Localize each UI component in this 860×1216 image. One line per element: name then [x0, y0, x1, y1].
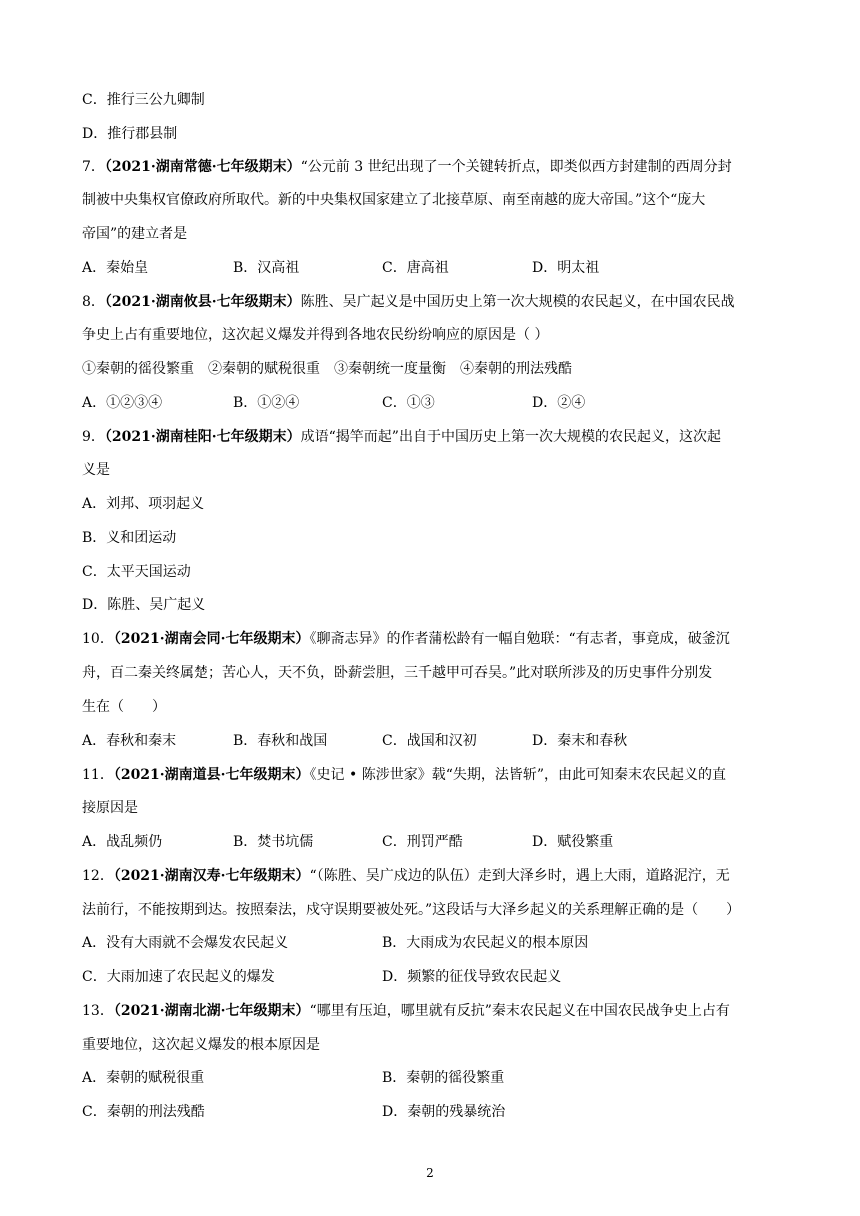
- q12-option-d: D．频繁的征伐导致农民起义: [382, 969, 562, 985]
- q9-number: 9．: [82, 429, 105, 445]
- q12-source: （2021·湖南汉寿·七年级期末）: [113, 868, 310, 884]
- q13-stem-line2: 重要地位，这次起义爆发的根本原因是: [82, 1037, 320, 1053]
- q7-option-b: B．汉高祖: [233, 260, 300, 276]
- q8-option-b: B．①②④: [233, 395, 300, 411]
- q13-option-c: C．秦朝的刑法残酷: [82, 1104, 205, 1120]
- q10-option-a: A．春秋和秦末: [82, 733, 177, 749]
- q9-option-d: D．陈胜、吴广起义: [82, 597, 206, 613]
- q9-text-1: 成语“揭竿而起”出自于中国历史上第一次大规模的农民起义，这次起: [300, 429, 721, 445]
- q9-option-a: A．刘邦、项羽起义: [82, 496, 205, 512]
- q11-option-b: B．焚书坑儒: [233, 834, 314, 850]
- q8-stem-line1: [82, 292, 735, 312]
- q11-option-a: A．战乱频仍: [82, 834, 163, 850]
- q13-stem-line1: [82, 1001, 730, 1021]
- q12-option-c: C．大雨加速了农民起义的爆发: [82, 969, 275, 985]
- q13-option-a: A．秦朝的赋税很重: [82, 1070, 205, 1086]
- q8-text-1: 陈胜、吴广起义是中国历史上第一次大规模的农民起义，在中国农民战: [300, 294, 735, 310]
- q10-option-d: D．秦末和春秋: [532, 733, 628, 749]
- q13-source: （2021·湖南北湖·七年级期末）: [113, 1003, 310, 1019]
- q12-option-a: A．没有大雨就不会爆发农民起义: [82, 935, 289, 951]
- q10-stem-line3: 生在（ ）: [82, 699, 166, 715]
- q8-option-d: D．②④: [532, 395, 586, 411]
- q10-option-b: B．春秋和战国: [233, 733, 328, 749]
- q7-option-d: D．明太祖: [532, 260, 600, 276]
- q8-statements: ①秦朝的徭役繁重 ②秦朝的赋税很重 ③秦朝统一度量衡 ④秦朝的刑法残酷: [82, 361, 572, 377]
- q10-option-c: C．战国和汉初: [382, 733, 477, 749]
- q8-source: （2021·湖南攸县·七年级期末）: [104, 294, 301, 310]
- q7-option-a: A．秦始皇: [82, 260, 149, 276]
- q11-text-1: 《史记 • 陈涉世家》载“失期，法皆斩”，由此可知秦末农民起义的直: [309, 767, 727, 783]
- q9-source: （2021·湖南桂阳·七年级期末）: [104, 429, 301, 445]
- q10-text-1: 《聊斋志异》的作者蒲松龄有一幅自勉联：“有志者，事竟成，破釜沉: [309, 631, 730, 647]
- q12-stem-line2: 法前行，不能按期到达。按照秦法，戍守误期要被处死。”这段话与大泽乡起义的关系理解正确的是（ ）: [82, 902, 741, 918]
- q13-text-1: “哪里有压迫，哪里就有反抗”秦末农民起义在中国农民战争史上占有: [309, 1003, 730, 1019]
- q12-text-1: “（陈胜、吴广戍边的队伍）走到大泽乡时，遇上大雨，道路泥泞，无: [309, 868, 730, 884]
- q13-option-b: B．秦朝的徭役繁重: [382, 1070, 505, 1086]
- q11-option-c: C．刑罚严酷: [382, 834, 463, 850]
- q8-number: 8．: [82, 294, 105, 310]
- q7-number: 7．: [82, 159, 105, 175]
- q7-stem-line3: 帝国”的建立者是: [82, 226, 188, 242]
- q7-stem-line2: 制被中央集权官僚政府所取代。新的中央集权国家建立了北接草原、南至南越的庞大帝国。”这个“庞大: [82, 192, 706, 208]
- q11-option-d: D．赋役繁重: [532, 834, 614, 850]
- q12-option-b: B．大雨成为农民起义的根本原因: [382, 935, 589, 951]
- q12-number: 12．: [82, 868, 114, 884]
- q10-stem-line2: 舟，百二秦关终属楚；苦心人，天不负，卧薪尝胆，三千越甲可吞吴。”此对联所涉及的历史事件分别发: [82, 665, 713, 681]
- q9-stem-line1: [82, 427, 721, 447]
- q11-number: 11．: [82, 767, 114, 783]
- q7-text-1: “公元前 3 世纪出现了一个关键转折点，即类似西方封建制的西周分封: [300, 159, 732, 175]
- q9-stem-line2: 义是: [82, 462, 110, 478]
- q8-option-a: A．①②③④: [82, 395, 163, 411]
- q13-number: 13．: [82, 1003, 114, 1019]
- q6-option-c: C．推行三公九卿制: [82, 92, 205, 108]
- q10-source: （2021·湖南会同·七年级期末）: [113, 631, 310, 647]
- page-number: 2: [426, 1166, 434, 1180]
- q13-option-d: D．秦朝的残暴统治: [382, 1104, 506, 1120]
- q7-source: （2021·湖南常德·七年级期末）: [104, 159, 301, 175]
- q8-stem-line2: 争史上占有重要地位，这次起义爆发并得到各地农民纷纷响应的原因是（ ）: [82, 327, 549, 343]
- q7-stem-line1: [82, 157, 732, 177]
- q8-option-c: C．①③: [382, 395, 435, 411]
- q9-option-b: B．义和团运动: [82, 530, 177, 546]
- q7-option-c: C．唐高祖: [382, 260, 449, 276]
- q9-option-c: C．太平天国运动: [82, 564, 191, 580]
- q10-stem-line1: [82, 629, 730, 649]
- q11-stem-line1: [82, 765, 726, 785]
- q6-option-d: D．推行郡县制: [82, 126, 178, 142]
- q10-number: 10．: [82, 631, 114, 647]
- q12-stem-line1: [82, 866, 730, 886]
- q11-source: （2021·湖南道县·七年级期末）: [113, 767, 310, 783]
- q11-stem-line2: 接原因是: [82, 800, 138, 816]
